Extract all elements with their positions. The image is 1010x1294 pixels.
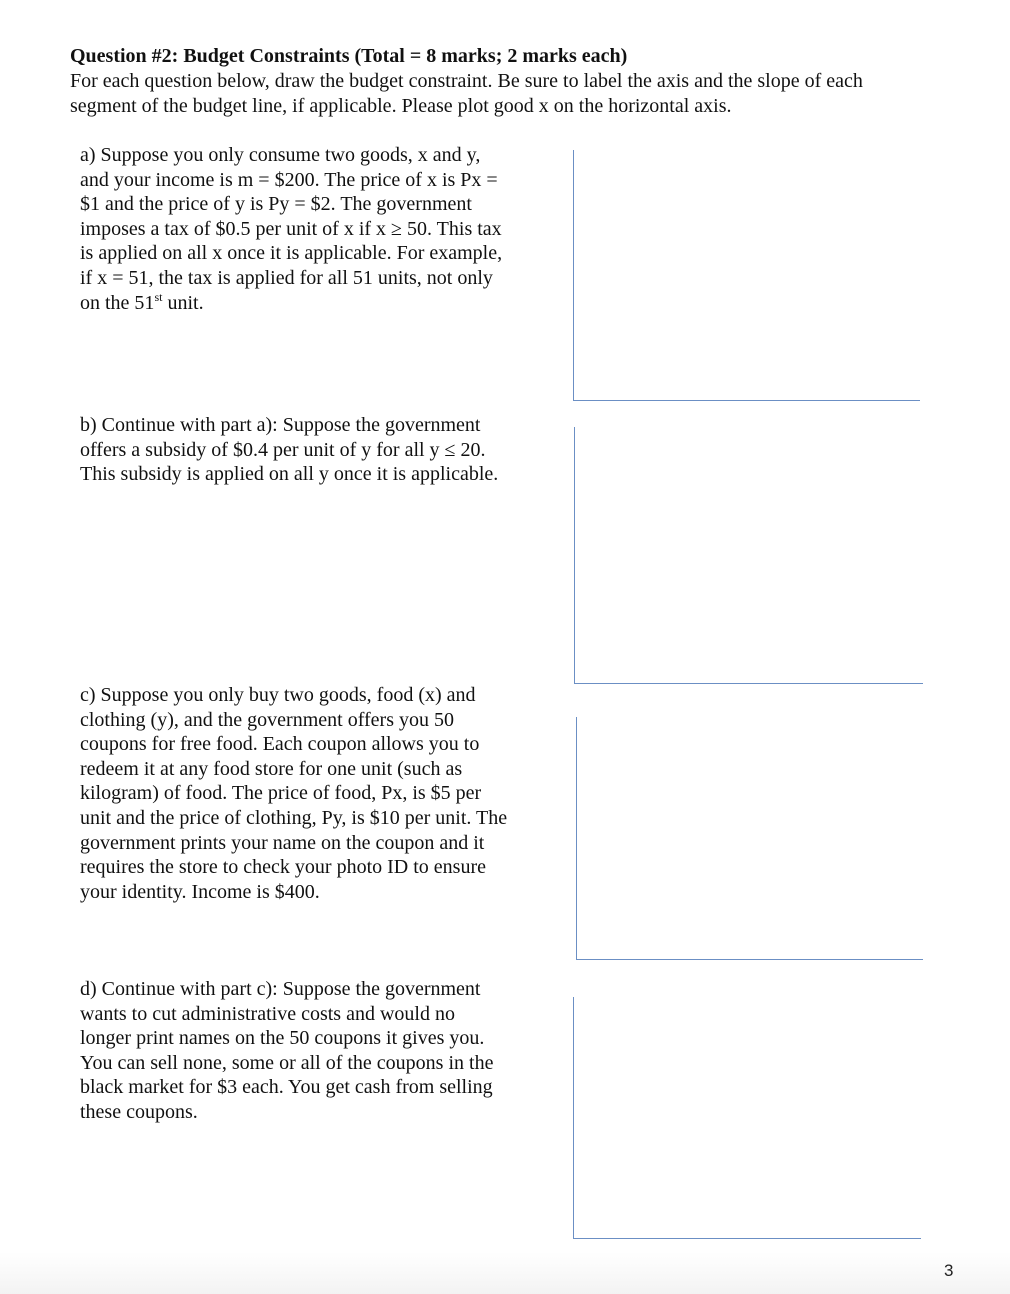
answer-graph-area-c[interactable]: [576, 717, 923, 960]
page-number: 3: [944, 1261, 954, 1280]
answer-graph-area-d[interactable]: [573, 997, 921, 1239]
question-title: Question #2: Budget Constraints (Total = 8 marks; 2 marks each): [70, 45, 628, 67]
question-part-a-text: a) Suppose you only consume two goods, x and y, and your income is m = $200. The price of x is Px = $1 and the price of y is Py = $2. The government imposes a tax of $0.5 per unit of x if x ≥ 50. This tax is applied on all x once it is applicable. For example, if x = 51, the tax is applied for all 51 units, not only on the 51: [80, 144, 503, 314]
question-part-b-text: b) Continue with part a): Suppose the government offers a subsidy of $0.4 per unit of y for all y ≤ 20. This subsidy is applied on all y once it is applicable.: [80, 414, 499, 486]
question-part-b: [80, 413, 510, 487]
question-instructions: For each question below, draw the budget constraint. Be sure to label the axis and the slope of each segment of the budget line, if applicable. Please plot good x on the horizontal axis.: [70, 70, 863, 117]
question-part-a-text-end: unit.: [162, 291, 204, 314]
question-part-d: [80, 977, 510, 1125]
answer-graph-area-a[interactable]: [573, 150, 920, 401]
ordinal-suffix: st: [154, 289, 163, 304]
question-part-c-text: c) Suppose you only buy two goods, food (x) and clothing (y), and the government offers you 50 coupons for free food. Each coupon allows you to redeem it at any food store for one unit (such as kilogram) of food. The price of food, Px, is $5 per unit and the price of clothing, Py, is $10 per unit. The government prints your name on the coupon and it requires the store to check your photo ID to ensure your identity. Income is $400.: [80, 684, 508, 903]
question-part-c: [80, 683, 510, 904]
question-part-a: [80, 143, 510, 315]
question-header: [70, 44, 950, 119]
page-footer-shade: [0, 1252, 1010, 1294]
answer-graph-area-b[interactable]: [574, 427, 923, 684]
question-part-d-text: d) Continue with part c): Suppose the government wants to cut administrative costs and would no longer print names on the 50 coupons it gives you. You can sell none, some or all of the coupons in the black market for $3 each. You get cash from selling these coupons.: [80, 978, 494, 1123]
